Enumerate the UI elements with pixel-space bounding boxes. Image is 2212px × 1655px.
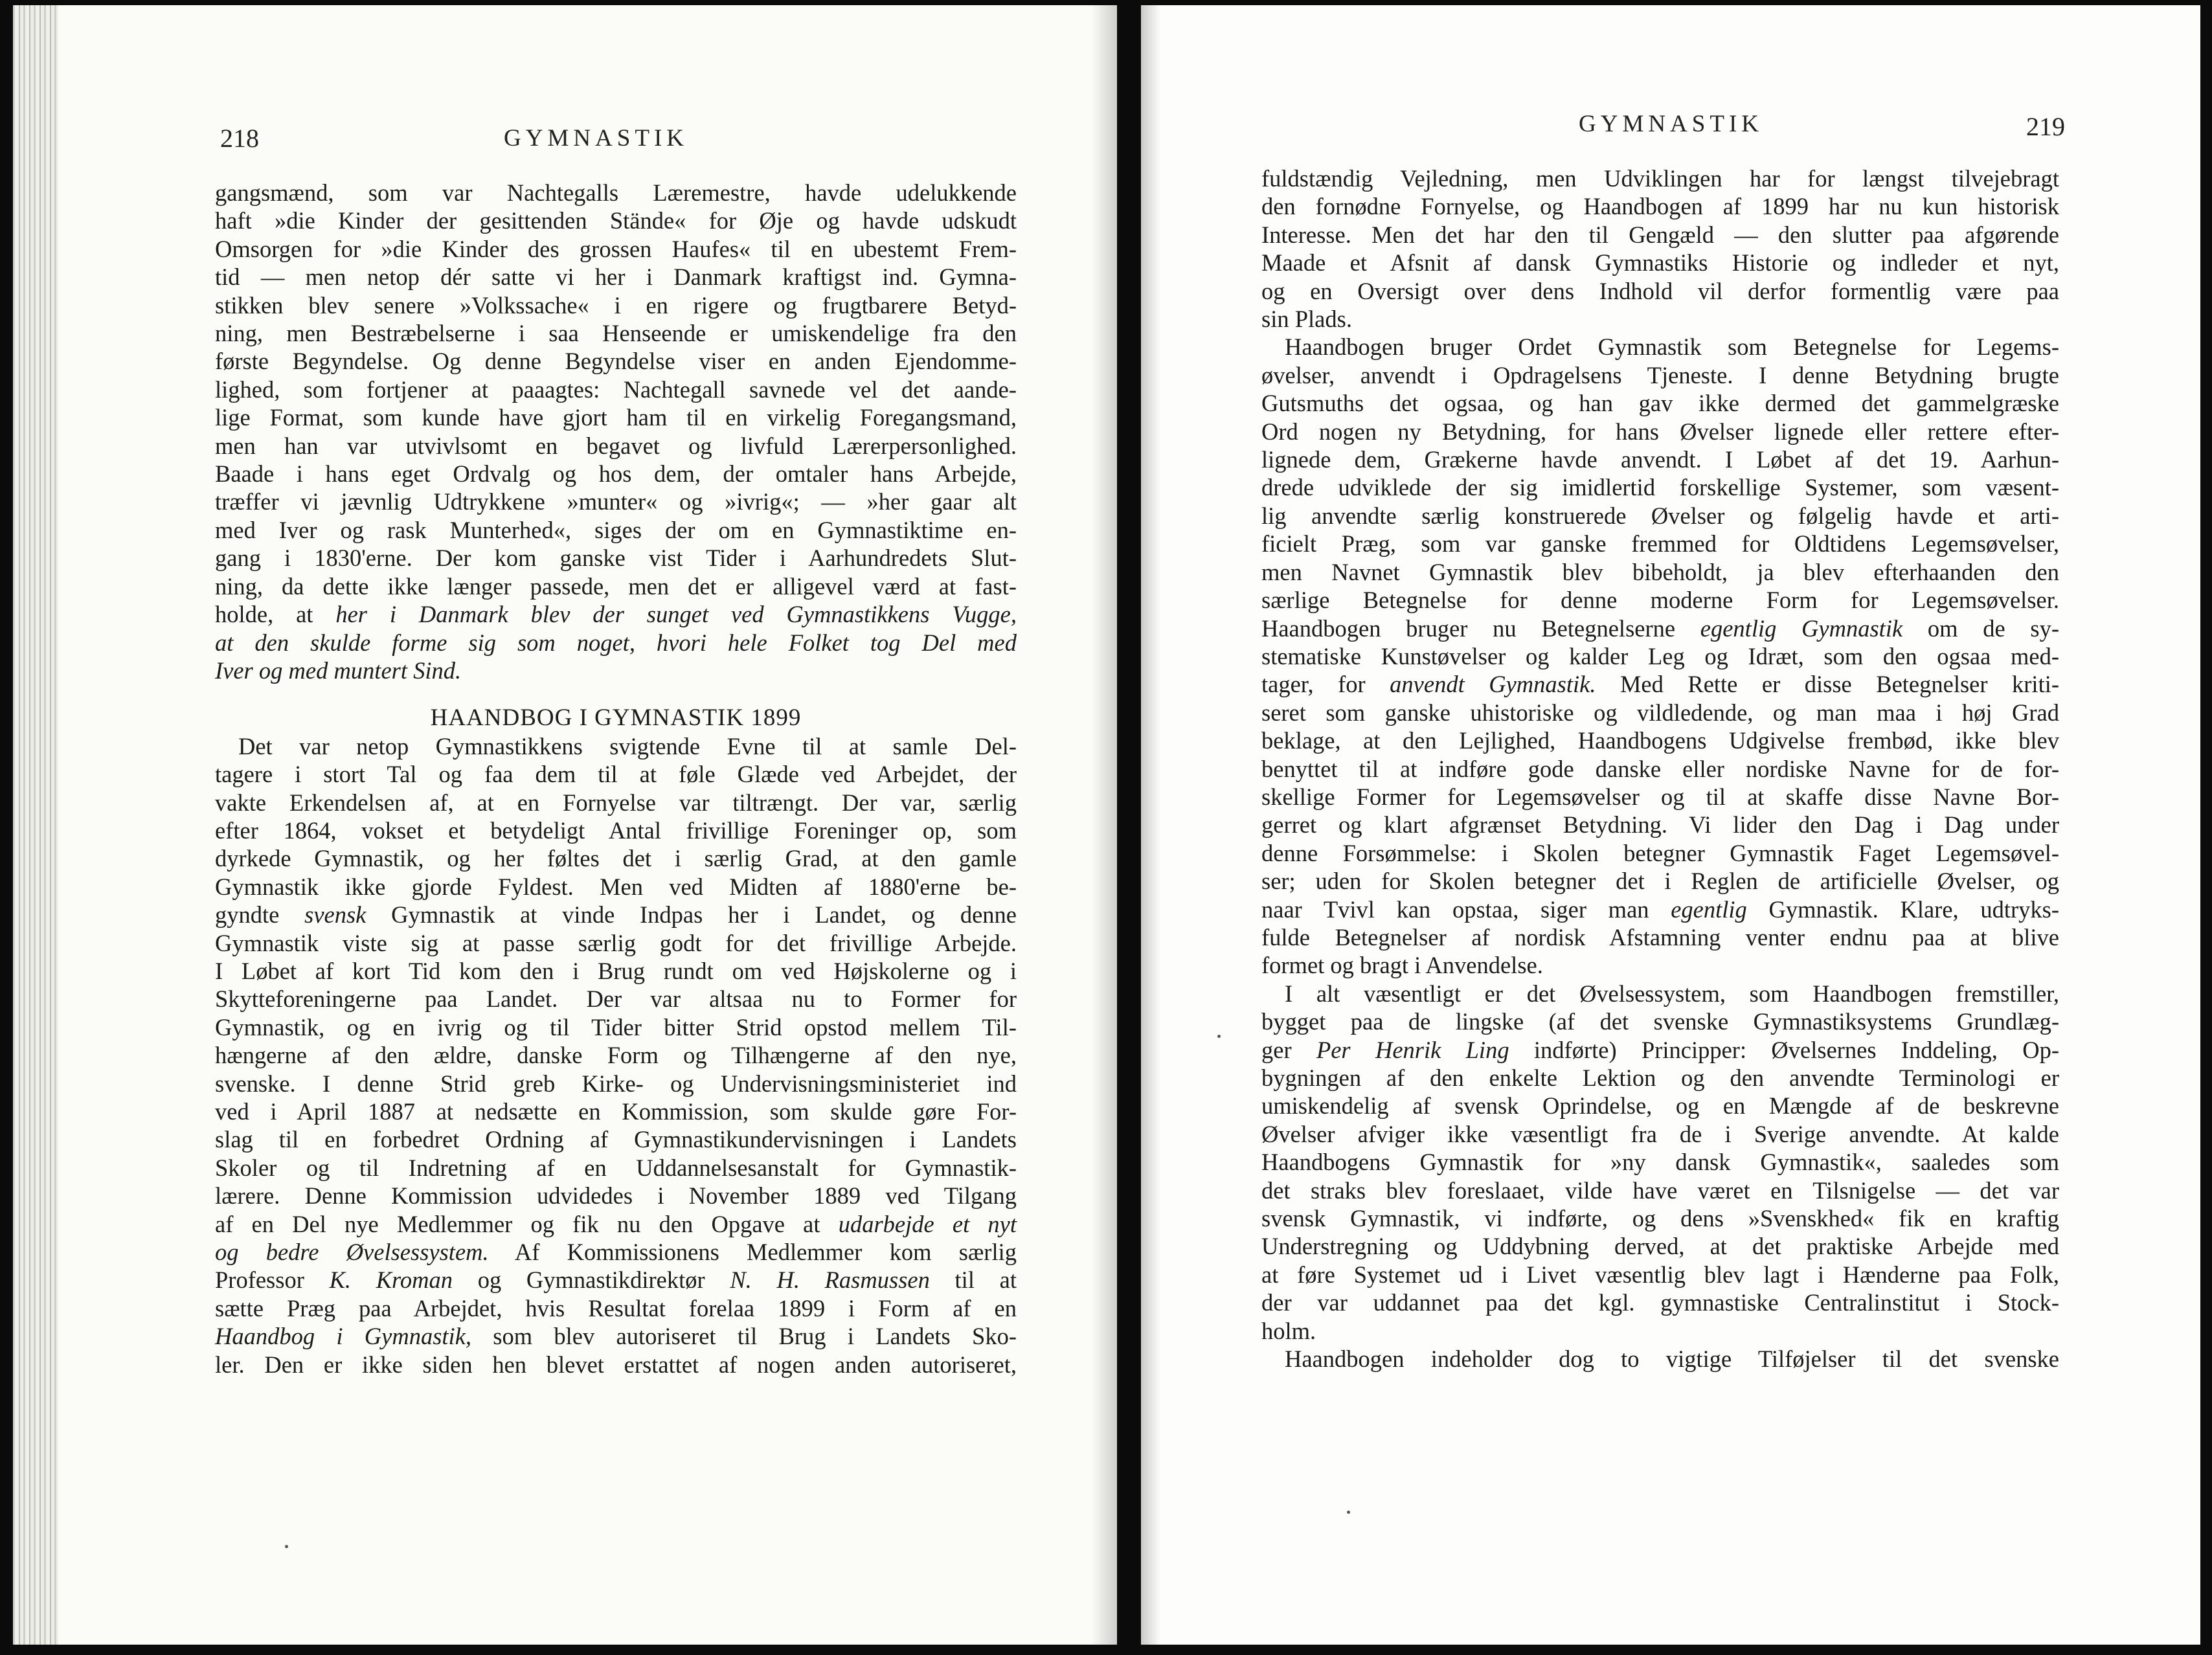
text-run: til at (929, 1267, 1017, 1294)
text-line: lige Format, som kunde have gjort ham til en virkelig Foregangsmand, (215, 404, 1017, 431)
text-run: naar Tvivl kan opstaa, siger man (1261, 895, 1671, 923)
right-page (1141, 5, 2200, 1645)
text-line: drede udviklede der sig imidlertid forskellige Systemer, som væsent- (1261, 474, 2059, 501)
text-line: bygget paa de lingske (af det svenske Gymnastiksystems Grundlæg- (1261, 1008, 2059, 1035)
italic-run: N. H. Rasmussen (730, 1267, 930, 1294)
text-line: Interesse. Men det har den til Gengæld — den slutter paa afgørende (1261, 221, 2059, 248)
text-line: træffer vi jævnlig Udtrykkene »munter« og »ivrig«; — »her gaar alt (215, 488, 1017, 515)
text-line: stikken blev senere »Volkssache« i en rigere og frugtbarere Betyd- (215, 291, 1017, 319)
text-line: lignede dem, Grækerne havde anvendt. I Løbet af det 19. Aarhun- (1261, 446, 2059, 473)
text-line (1261, 1036, 2059, 1064)
text-line: ning, men Bestræbelserne i saa Henseende er umiskendelige fra den (215, 320, 1017, 347)
text-line: Skoler og til Indretning af en Uddannelsesanstalt for Gymnastik- (215, 1154, 1017, 1181)
text-line: Gymnastik ikke gjorde Fyldest. Men ved Midten af 1880'erne be- (215, 873, 1017, 900)
text-line: gerret og klart afgrænset Betydning. Vi lider den Dag i Dag under (1261, 811, 2059, 839)
text-run: Med Rette er disse Betegnelser kriti- (1596, 671, 2060, 698)
text-run: Af Kommissionens Medlemmer kom særlig (488, 1239, 1017, 1266)
text-line: øvelser, anvendt i Opdragelsens Tjeneste. I denne Betydning brugte (1261, 361, 2059, 388)
text-line: vakte Erkendelsen af, at en Fornyelse var tiltrængt. Der var, særlig (215, 789, 1017, 816)
text-line: det straks blev foreslaaet, vilde have været en Tilsnigelse — det var (1261, 1177, 2059, 1204)
text-line: fuldstændig Vejledning, men Udviklingen har for længst tilvejebragt (1261, 165, 2059, 192)
text-line: ning, da dette ikke længer passede, men det er alligevel værd at fast- (215, 572, 1017, 600)
text-line: tid — men netop dér satte vi her i Danmark kraftigst ind. Gymna- (215, 264, 1017, 291)
text-line: Øvelser afviger ikke væsentligt fra de i Sverige anvendte. At kalde (1261, 1120, 2059, 1147)
text-line: Det var netop Gymnastikkens svigtende Evne til at samle Del- (238, 732, 1017, 760)
right-text-block (1261, 164, 2059, 1373)
text-line: haft »die Kinder der gesittenden Stände« for Øje og havde udskudt (215, 207, 1017, 234)
text-line: Gutsmuths det ogsaa, og han gav ikke dermed det gammelgræske (1261, 390, 2059, 417)
text-run: Professor (215, 1267, 330, 1294)
text-line (215, 629, 1017, 657)
text-run: holde, at (215, 601, 336, 628)
text-line: men Navnet Gymnastik blev bibeholdt, ja blev efterhaanden den (1261, 558, 2059, 585)
text-line: den fornødne Fornyelse, og Haandbogen af 1899 har nu kun historisk (1261, 193, 2059, 220)
text-line (215, 657, 1017, 684)
text-line: ficielt Præg, som var ganske fremmed for Oldtidens Legemsøvelser, (1261, 530, 2059, 557)
text-run: ger (1261, 1036, 1316, 1063)
text-line: I Løbet af kort Tid kom den i Brug rundt om ved Højskolerne og i (215, 957, 1017, 984)
text-line: Omsorgen for »die Kinder des grossen Haufes« til en ubestemt Frem- (215, 235, 1017, 262)
text-line: med Iver og rask Munterhed«, siges der om en Gymnastiktime en- (215, 516, 1017, 543)
page-number: 218 (220, 124, 259, 153)
text-line: særlige Betegnelse for denne moderne Form for Legemsøvelser. (1261, 587, 2059, 614)
text-line: Haandbogens Gymnastik for »ny dansk Gymnastik«, saaledes som (1261, 1149, 2059, 1176)
text-line: svenske. I denne Strid greb Kirke- og Undervisningsministeriet ind (215, 1070, 1017, 1097)
page-number: 219 (2026, 112, 2065, 141)
text-line: beklage, at den Lejlighed, Haandbogens Udgivelse frembød, ikke blev (1261, 727, 2059, 754)
text-run: Gymnastik. Klare, udtryks- (1746, 895, 2059, 923)
italic-run: udarbejde et nyt (838, 1210, 1017, 1237)
italic-run: at den skulde forme sig som noget, hvori hele Folket tog Del med (215, 629, 1017, 656)
italic-run: Haandbog i Gymnastik, (215, 1323, 472, 1350)
text-line: Maade et Afsnit af dansk Gymnastiks Historie og indleder et nyt, (1261, 249, 2059, 276)
text-line: gang i 1830'erne. Der kom ganske vist Tider i Aarhundredets Slut- (215, 545, 1017, 572)
text-line (215, 901, 1017, 929)
text-run: om de sy- (1902, 614, 2059, 642)
text-run: Gymnastik at vinde Indpas her i Landet, og denne (366, 901, 1017, 929)
text-line (215, 1238, 1017, 1266)
left-page (13, 5, 1117, 1645)
text-line: sætte Præg paa Arbejdet, hvis Resultat forelaa 1899 i Form af en (215, 1294, 1017, 1322)
text-line: Gymnastik viste sig at passe særlig godt for det frivillige Arbejde. (215, 929, 1017, 956)
text-line: svensk Gymnastik, vi indførte, og dens »Svenskhed« fik en kraftig (1261, 1205, 2059, 1232)
text-line: formet og bragt i Anvendelse. (1261, 952, 1543, 979)
text-line (215, 600, 1017, 628)
text-line: I alt væsentligt er det Øvelsessystem, som Haandbogen fremstiller, (1285, 980, 2059, 1007)
speck (1347, 1511, 1350, 1514)
text-run: som blev autoriseret til Brug i Landets Sko- (471, 1323, 1017, 1350)
text-line: stematiske Kunstøvelser og kalder Leg og Idræt, som den ogsaa med- (1261, 642, 2059, 670)
text-line: tagere i stort Tal og faa dem til at føle Glæde ved Arbejdet, der (215, 761, 1017, 788)
text-line: Gymnastik, og en ivrig og til Tider bitter Strid opstod mellem Til- (215, 1013, 1017, 1041)
text-run: tager, for (1261, 671, 1390, 698)
italic-run: egentlig (1671, 895, 1747, 923)
running-head: GYMNASTIK (1579, 111, 1763, 137)
text-line: Understregning og Uddybning derved, at det praktiske Arbejde med (1261, 1233, 2059, 1260)
text-line: lig anvendte særlig konstruerede Øvelser og følgelig havde et arti- (1261, 502, 2059, 529)
text-line: lærere. Denne Kommission udvidedes i November 1889 ved Tilgang (215, 1182, 1017, 1210)
text-line: bygningen af den enkelte Lektion og den anvendte Terminologi er (1261, 1064, 2059, 1091)
text-line: slag til en forbedret Ordning af Gymnastikundervisningen i Landets (215, 1126, 1017, 1153)
text-line: denne Forsømmelse: i Skolen betegner Gymnastik Faget Legemsøvel- (1261, 839, 2059, 866)
running-head: GYMNASTIK (504, 125, 688, 152)
text-line: Ord nogen ny Betydning, for hans Øvelser lignede eller rettere efter- (1261, 418, 2059, 445)
text-line: lighed, som fortjener at paaagtes: Nachtegall savnede vel det aande- (215, 376, 1017, 403)
text-run: og Gymnastikdirektør (453, 1267, 730, 1294)
text-line: dyrkede Gymnastik, og her føltes det i særlig Grad, at den gamle (215, 845, 1017, 872)
text-line: hængerne af den ældre, danske Form og Tilhængerne af den nye, (215, 1042, 1017, 1069)
text-line: Baade i hans eget Ordvalg og hos dem, der omtaler hans Arbejde, (215, 460, 1017, 488)
page-edges (13, 5, 58, 1645)
text-run: af en Del nye Medlemmer og fik nu den Opgave at (215, 1210, 839, 1237)
italic-run: Per Henrik Ling (1316, 1036, 1509, 1063)
text-line (1261, 614, 2059, 642)
text-run: Haandbogen bruger nu Betegnelserne (1261, 614, 1700, 642)
italic-run: K. Kroman (329, 1267, 453, 1294)
italic-run: her i Danmark blev der sunget ved Gymnastikkens Vugge, (335, 601, 1017, 628)
text-line (1261, 895, 2059, 923)
left-text-block (215, 179, 1017, 1379)
text-line (215, 1210, 1017, 1238)
text-line (215, 1266, 1017, 1294)
text-line: Haandbogen indeholder dog to vigtige Tilføjelser til det svenske (1285, 1345, 2059, 1373)
text-line: seret som ganske uhistoriske og vildledende, og man maa i høj Grad (1261, 699, 2059, 726)
italic-run: egentlig Gymnastik (1700, 614, 1903, 642)
text-line: ler. Den er ikke siden hen blevet erstattet af nogen anden autoriseret, (215, 1351, 1017, 1378)
text-line: efter 1864, vokset et betydeligt Antal frivillige Foreninger op, som (215, 816, 1017, 844)
text-run: indførte) Principper: Øvelsernes Inddeling, Op- (1509, 1036, 2059, 1063)
text-line: gangsmænd, som var Nachtegalls Læremestre, havde udelukkende (215, 179, 1017, 206)
text-line: umiskendelig af svensk Oprindelse, og en Mængde af de beskrevne (1261, 1092, 2059, 1120)
italic-run: og bedre Øvelsessystem. (215, 1239, 489, 1266)
text-line: Haandbogen bruger Ordet Gymnastik som Betegnelse for Legems- (1285, 333, 2059, 361)
italic-run: svensk (304, 901, 367, 929)
section-heading: HAANDBOG I GYMNASTIK 1899 (430, 704, 802, 732)
text-line: første Begyndelse. Og denne Begyndelse viser en anden Ejendomme- (215, 348, 1017, 375)
text-line: Skytteforeningerne paa Landet. Der var altsaa nu to Former for (215, 985, 1017, 1013)
spine-shadow (1091, 5, 1117, 1645)
italic-run: anvendt Gymnastik. (1390, 671, 1596, 698)
text-line: holm. (1261, 1317, 1316, 1344)
text-line: at føre Systemet ud i Livet væsentlig blev lagt i Hænderne paa Folk, (1261, 1261, 2059, 1288)
text-line: ser; uden for Skolen betegner det i Reglen de artificielle Øvelser, og (1261, 868, 2059, 895)
text-line (215, 1322, 1017, 1350)
text-line: skellige Former for Legemsøvelser og til at skaffe disse Navne Bor- (1261, 783, 2059, 810)
text-line: sin Plads. (1261, 306, 1352, 333)
spine-shadow (1141, 5, 1160, 1645)
text-run: gyndte (215, 901, 305, 929)
text-line: og en Oversigt over dens Indhold vil derfor formentlig være paa (1261, 277, 2059, 304)
text-line: men han var utvivlsomt en begavet og livfuld Lærerpersonlighed. (215, 432, 1017, 459)
text-line: fulde Betegnelser af nordisk Afstamning venter endnu paa at blive (1261, 923, 2059, 951)
text-line: benyttet til at indføre gode danske eller nordiske Navne for de for- (1261, 755, 2059, 782)
text-line: ved i April 1887 at nedsætte en Kommission, som skulde gøre For- (215, 1098, 1017, 1125)
speck (1217, 1035, 1221, 1038)
speck (285, 1545, 288, 1548)
text-line: der var uddannet paa det kgl. gymnastiske Centralinstitut i Stock- (1261, 1289, 2059, 1316)
italic-run: Iver og med muntert Sind. (215, 657, 462, 684)
text-line (1261, 670, 2059, 698)
